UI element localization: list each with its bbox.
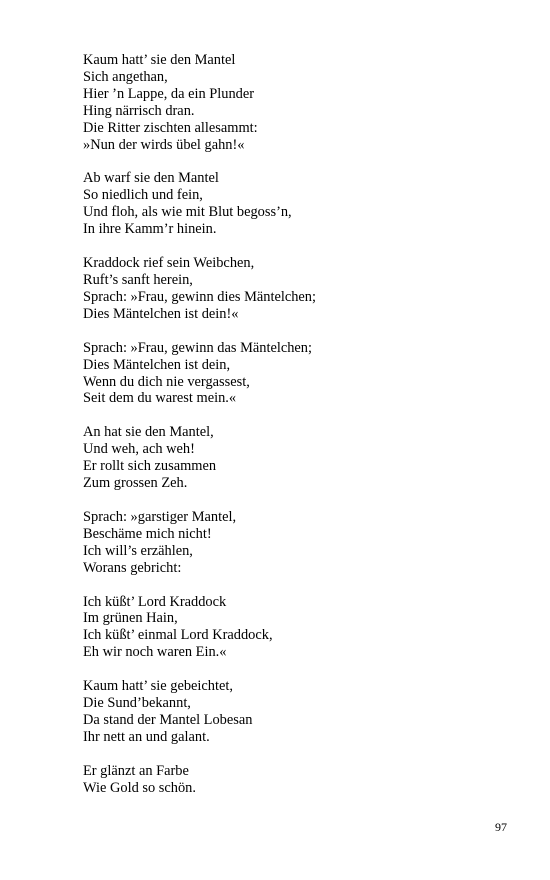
stanza [83,255,503,323]
page-number: 97 [495,820,507,834]
stanza [83,424,503,492]
poem-line: Beschäme mich nicht! [83,525,212,542]
poem-line: Ihr nett an und galant. [83,728,210,745]
poem-line: Die Sund’bekannt, [83,695,191,712]
poem-line: Sprach: »Frau, gewinn das Mäntelchen; [83,339,312,356]
poem-line: Dies Mäntelchen ist dein!« [83,305,239,322]
poem-line: Worans gebricht: [83,559,182,576]
stanza [83,170,503,238]
poem-line: Und floh, als wie mit Blut begoss’n, [83,204,292,221]
poem-line: Ich küßt’ Lord Kraddock [83,593,227,610]
poem-line: So niedlich und fein, [83,187,203,204]
stanza [83,509,503,577]
poem-line: »Nun der wirds übel gahn!« [83,136,245,153]
poem-line: Er rollt sich zusammen [83,458,217,475]
stanza [83,340,503,408]
poem-line: Kraddock rief sein Weibchen, [83,255,255,272]
poem-line: Da stand der Mantel Lobesan [83,712,253,728]
poem-line: In ihre Kamm’r hinein. [83,221,217,238]
poem-line: Seit dem du warest mein.« [83,390,237,407]
poem-line: Ich küßt’ einmal Lord Kraddock, [83,627,273,644]
poem-line: Und weh, ach weh! [83,441,195,458]
poem-line: An hat sie den Mantel, [83,424,214,441]
poem-line: Sich angethan, [83,68,168,85]
stanza [83,52,503,153]
stanza [83,594,503,662]
poem-line: Wenn du dich nie vergassest, [83,373,250,390]
stanza [83,763,503,797]
poem-body [83,52,503,814]
poem-line: Die Ritter zischten allesammt: [83,119,258,136]
poem-line: Sprach: »garstiger Mantel, [83,508,237,525]
poem-line: Hing närrisch dran. [83,102,195,119]
poem-line: Kaum hatt’ sie gebeichtet, [83,678,233,695]
poem-line: Sprach: »Frau, gewinn dies Mäntelchen; [83,288,316,305]
poem-line: Zum grossen Zeh. [83,475,188,492]
poem-line: Ab warf sie den Mantel [83,170,219,187]
poem-line: Er glänzt an Farbe [83,762,189,779]
poem-line: Dies Mäntelchen ist dein, [83,356,231,373]
stanza [83,678,503,746]
poem-line: Eh wir noch waren Ein.« [83,644,227,661]
poem-line: Ruft’s sanft herein, [83,271,193,288]
poem-line: Ich will’s erzählen, [83,542,193,559]
poem-line: Wie Gold so schön. [83,779,196,796]
poem-line: Hier ’n Lappe, da ein Plunder [83,85,255,102]
poem-line: Kaum hatt’ sie den Mantel [83,52,236,68]
poem-line: Im grünen Hain, [83,610,178,627]
